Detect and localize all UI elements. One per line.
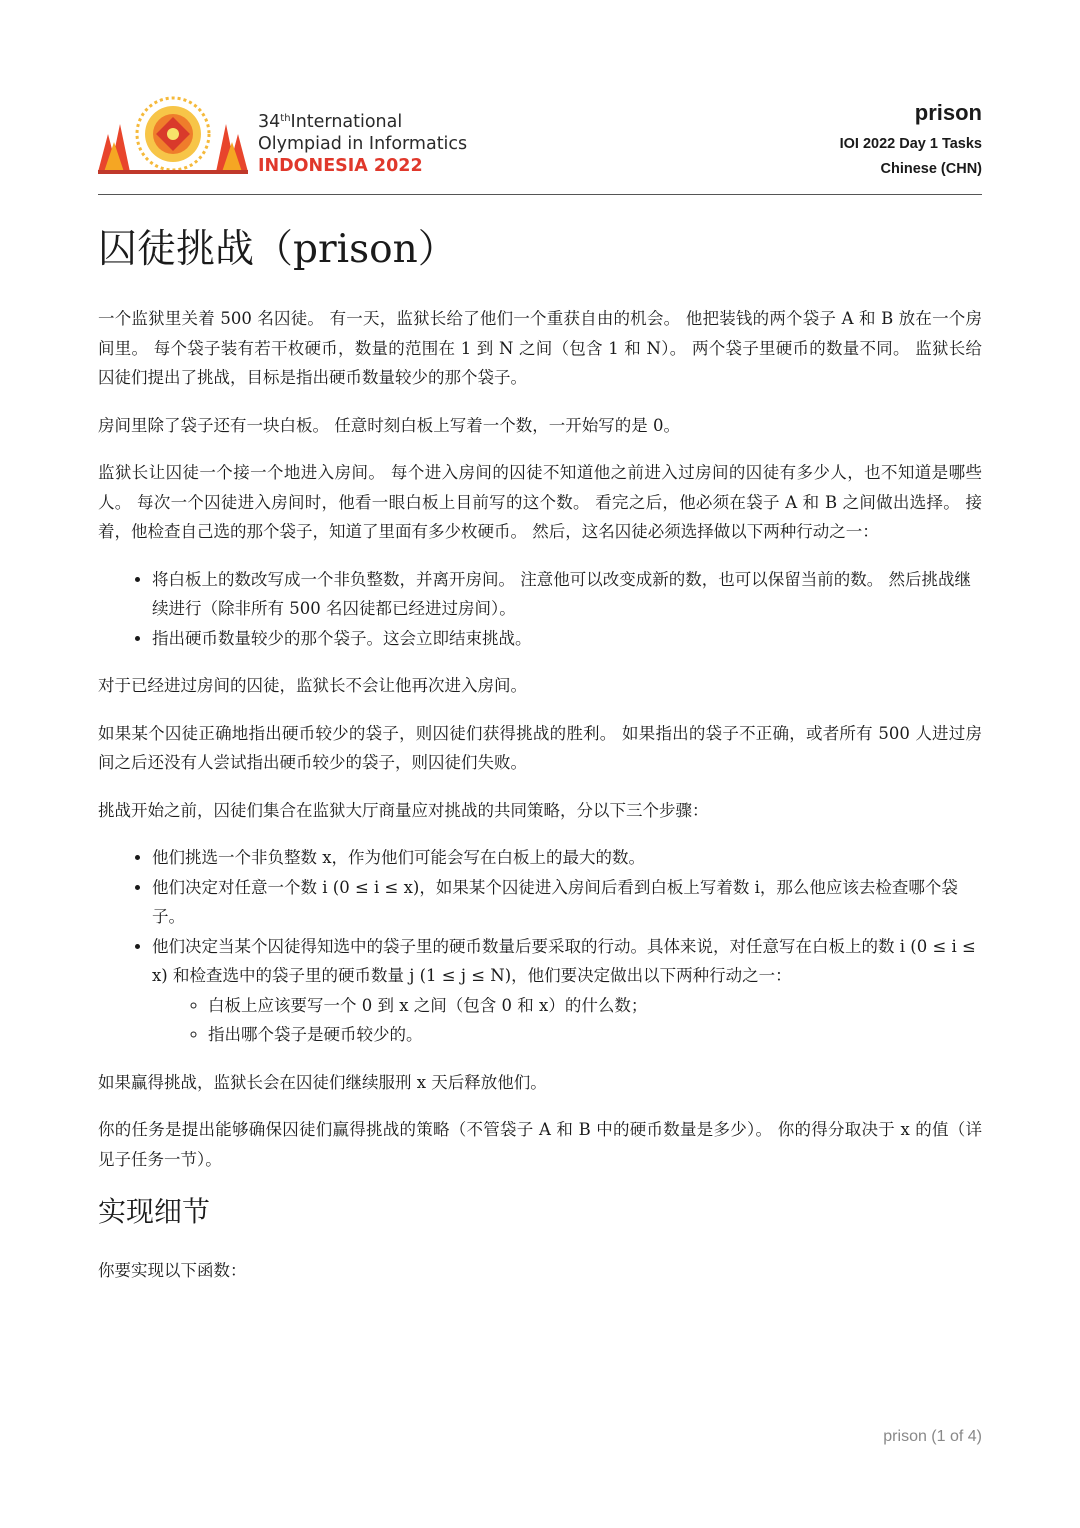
ioi-logo [98,94,248,174]
language-label: Chinese (CHN) [880,161,982,177]
action-list [98,565,982,654]
page-title: 囚徒挑战（prison） [98,227,457,272]
task-name: prison [914,100,982,125]
logo-country-year: INDONESIA 2022 [258,156,423,176]
contest-name: IOI 2022 Day 1 Tasks [839,136,982,152]
list-item: • 他们挑选一个非负整数 x，作为他们可能会写在白板上的最大的数。 [152,843,982,873]
whiteboard-paragraph: 房间里除了袋子还有一块白板。 任意时刻白板上写着一个数，一开始写的是 0。 [98,415,680,435]
strategy-list [98,843,982,1050]
procedure-paragraph: 监狱长让囚徒一个接一个地进入房间。 每个进入房间的囚徒不知道他之前进入过房间的囚徒有多少人，也不知道是哪些人。 每次一个囚徒进入房间时，他看一眼白板上目前写的这个数。 看完之后，他必须在袋子 A 和 B 之间做出选择。 接着，他检查自己选的那个袋子，知道了里面有多少枚硬币。 然后，这名囚徒必须选择做以下两种行动之一： [98,463,982,541]
document-body [98,220,982,1304]
win-condition-paragraph: 如果某个囚徒正确地指出硬币较少的袋子，则囚徒们获得挑战的胜利。 如果指出的袋子不正确，或者所有 500 人进过房间之后还没有人尝试指出硬币较少的袋子，则囚徒们失败。 [98,723,982,772]
logo-ordinal: th [280,113,291,124]
logo-olympiad: Olympiad in Informatics [258,134,468,154]
implement-paragraph: 你要实现以下函数： [98,1261,247,1280]
list-item-text: 他们决定当某个囚徒得知选中的袋子里的硬币数量后要采取的行动。具体来说，对任意写在白板上的数 i (0 ≤ i ≤ x) 和检查选中的袋子里的硬币数量 j (1 ≤ j ≤ N)，他们要决定做出以下两种行动之一： [152,936,976,985]
release-paragraph: 如果赢得挑战，监狱长会在囚徒们继续服刑 x 天后释放他们。 [98,1072,547,1092]
sub-list-item: ◦ 指出哪个袋子是硬币较少的。 [208,1020,982,1050]
list-item: • 他们决定对任意一个数 i (0 ≤ i ≤ x)，如果某个囚徒进入房间后看到白板上写着数 i，那么他应该去检查哪个袋子。 [152,873,982,932]
sub-action-list [152,991,982,1050]
ioi-logo-text [258,108,467,177]
list-item: • 指出硬币数量较少的那个袋子。这会立即结束挑战。 [152,624,982,654]
page-footer: prison (1 of 4) [883,1428,982,1445]
task-paragraph: 你的任务是提出能够确保囚徒们赢得挑战的策略（不管袋子 A 和 B 中的硬币数量是多少）。 你的得分取决于 x 的值（详见子任务一节）。 [98,1120,982,1169]
no-reentry-paragraph: 对于已经进过房间的囚徒，监狱长不会让他再次进入房间。 [98,676,527,695]
header-meta [840,100,982,182]
strategy-intro-paragraph: 挑战开始之前，囚徒们集合在监狱大厅商量应对挑战的共同策略，分以下三个步骤： [98,800,709,820]
logo-international: International [290,112,403,132]
intro-paragraph: 一个监狱里关着 500 名囚徒。 有一天，监狱长给了他们一个重获自由的机会。 他把装钱的两个袋子 A 和 B 放在一个房间里。 每个袋子装有若干枚硬币，数量的范围在 1 到 N 之间（包含 1 和 N）。 两个袋子里硬币的数量不同。 监狱长给囚徒们提出了挑战，目标是指出硬币数量较少的那个袋子。 [98,309,982,387]
logo-number: 34 [258,112,281,132]
list-item [152,932,982,1050]
implementation-heading: 实现细节 [98,1195,211,1228]
list-item: • 将白板上的数改写成一个非负整数，并离开房间。 注意他可以改变成新的数，也可以保留当前的数。 然后挑战继续进行（除非所有 500 名囚徒都已经进过房间）。 [152,565,982,624]
sub-list-item: ◦ 白板上应该要写一个 0 到 x 之间（包含 0 和 x）的什么数； [208,991,982,1021]
page-header [98,94,982,195]
